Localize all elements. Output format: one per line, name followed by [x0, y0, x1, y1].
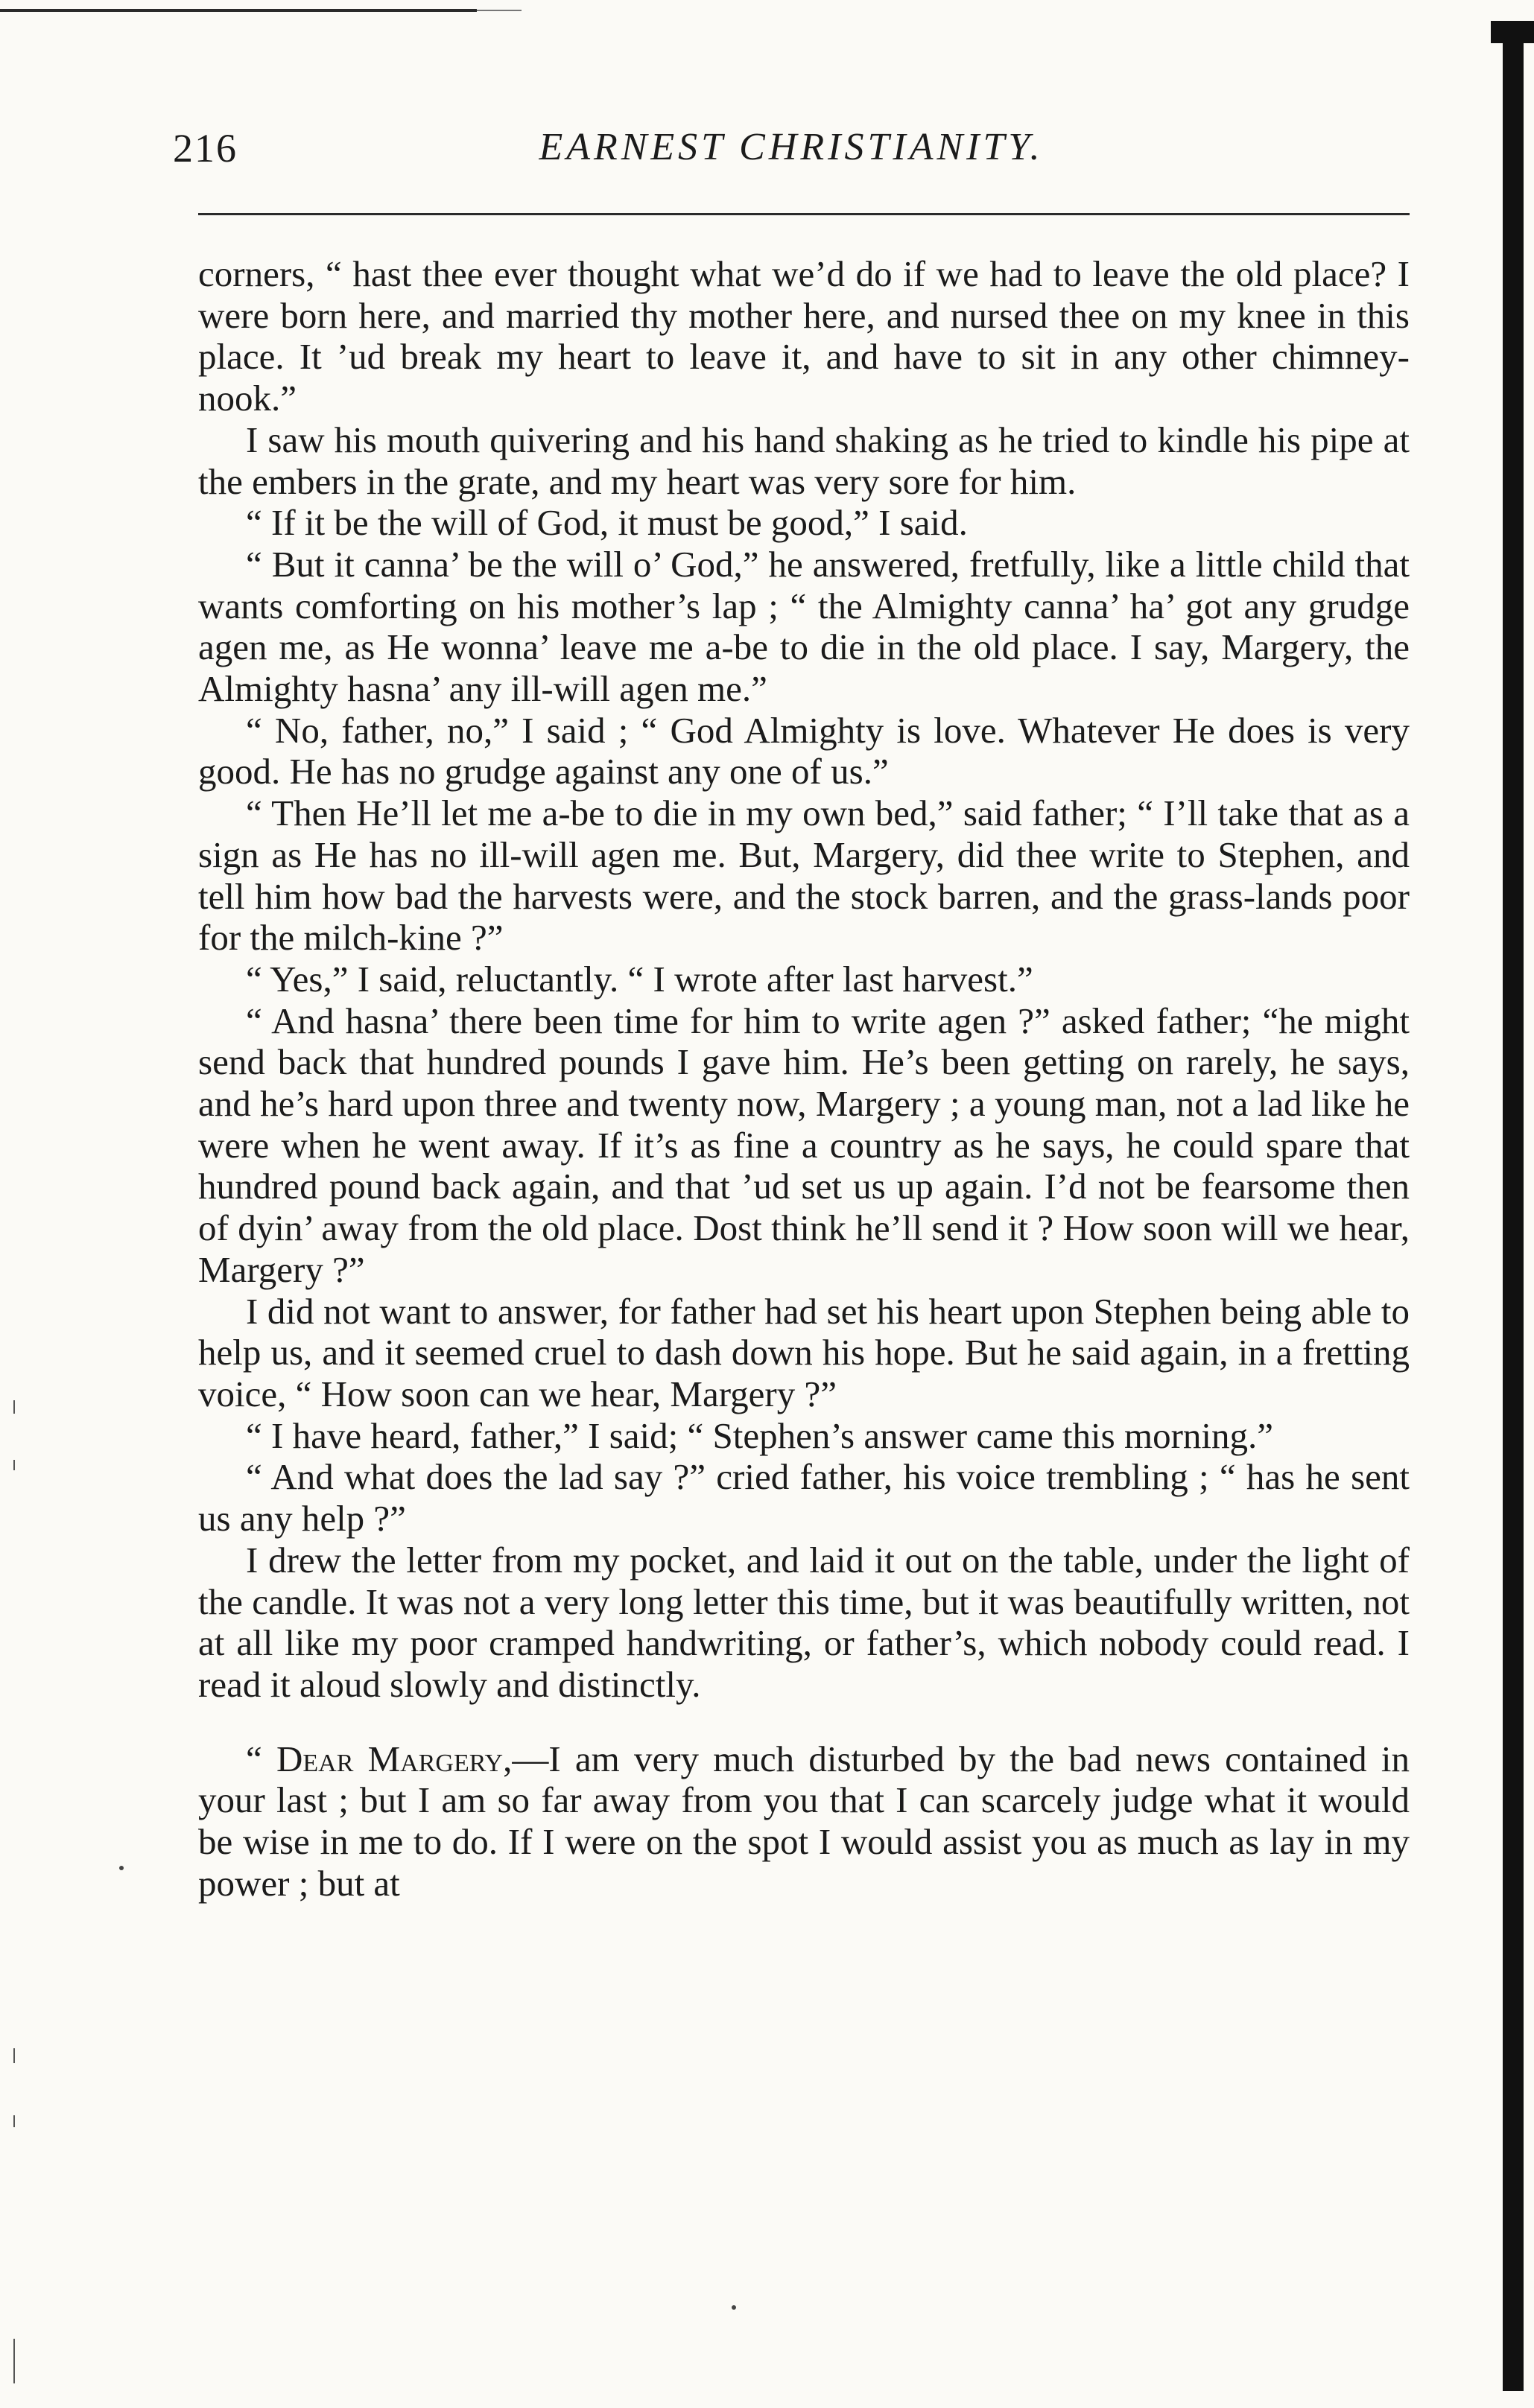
margin-mark [13, 1400, 15, 1414]
margin-mark [13, 2339, 15, 2383]
binding-edge [1503, 30, 1524, 2391]
top-edge-rule [0, 9, 477, 12]
paragraph: “ And hasna’ there been time for him to write agen ?” asked father; “he might send back that hundred pounds I gave him. He’s been getting on rarely, he says, and he’s hard upon three and twenty now, Margery ; a young man, not a lad like he were when he went away. If it’s as fine a country as he says, he could spare that hundred pound back again, and that ’ud set us up again. I’d not be fearsome then of dyin’ away from the old place. Dost think he’ll send it ? How soon will we hear, Margery ?” [198, 1000, 1410, 1290]
page-number: 216 [173, 126, 238, 171]
running-head: EARNEST CHRISTIANITY. [539, 126, 1044, 168]
header-rule [198, 213, 1410, 215]
paragraph: “ I have heard, father,” I said; “ Stephen’s answer came this morning.” [246, 1414, 1274, 1456]
body-text [198, 253, 1410, 1904]
letter-open-quote: “ [246, 1738, 276, 1779]
paragraph: “ But it canna’ be the will o’ God,” he answered, fretfully, like a little child that wants comforting on his mother’s lap ; “ the Almighty canna’ ha’ got any grudge agen me, as He wonna’ leave me a-be to die in the old place. I say, Margery, the Almighty hasna’ any ill-will agen me.” [198, 543, 1410, 710]
paragraph: I did not want to answer, for father had set his heart upon Stephen being able to help us, and it seemed cruel to dash down his hope. But he said again, in a fretting voice, “ How soon can we hear, Margery ?” [198, 1290, 1410, 1414]
top-edge-rule-tail [477, 10, 522, 11]
stray-ink-dot [732, 2305, 736, 2310]
stray-ink-dot [119, 1866, 124, 1870]
margin-mark [13, 2115, 15, 2127]
paragraph: I saw his mouth quivering and his hand shaking as he tried to kindle his pipe at the embers in the grate, and my heart was very sore for him. [198, 419, 1410, 502]
paragraph: “ Yes,” I said, reluctantly. “ I wrote after last harvest.” [246, 958, 1033, 1000]
paragraph: “ No, father, no,” I said ; “ God Almighty is love. Whatever He does is very good. He has no grudge against any one of us.” [198, 709, 1410, 792]
paragraph: “ If it be the will of God, it must be good,” I said. [246, 502, 968, 544]
letter-paragraph [198, 1738, 1410, 1905]
paragraph: “ And what does the lad say ?” cried father, his voice trembling ; “ has he sent us any help ?” [198, 1456, 1410, 1540]
paragraph: corners, “ hast thee ever thought what we’d do if we had to leave the old place? I were born here, and married thy mother here, and nursed thee on my knee in this place. It ’ud break my heart to leave it, and have to sit in any other chimney-nook.” [198, 253, 1410, 419]
paragraph: “ Then He’ll let me a-be to die in my own bed,” said father; “ I’ll take that as a sign as He has no ill-will agen me. But, Margery, did thee write to Stephen, and tell him how bad the harvests were, and the stock barren, and the grass-lands poor for the milch-kine ?” [198, 792, 1410, 959]
letter-body: —I am very much disturbed by the bad news contained in your last ; but I am so far away from you that I can scarcely judge what it would be wise in me to do. If I were on the spot I would assist you as much as lay in my power ; but at [198, 1738, 1410, 1904]
letter-salutation: Dear Margery, [276, 1738, 513, 1779]
margin-mark [13, 2048, 15, 2063]
margin-mark [13, 1460, 15, 1470]
page-header [173, 125, 1410, 185]
paragraph: I drew the letter from my pocket, and laid it out on the table, under the light of the candle. It was not a very long letter this time, but it was beautifully written, not at all like my poor cramped handwriting, or father’s, which nobody could read. I read it aloud slowly and distinctly. [198, 1539, 1410, 1705]
